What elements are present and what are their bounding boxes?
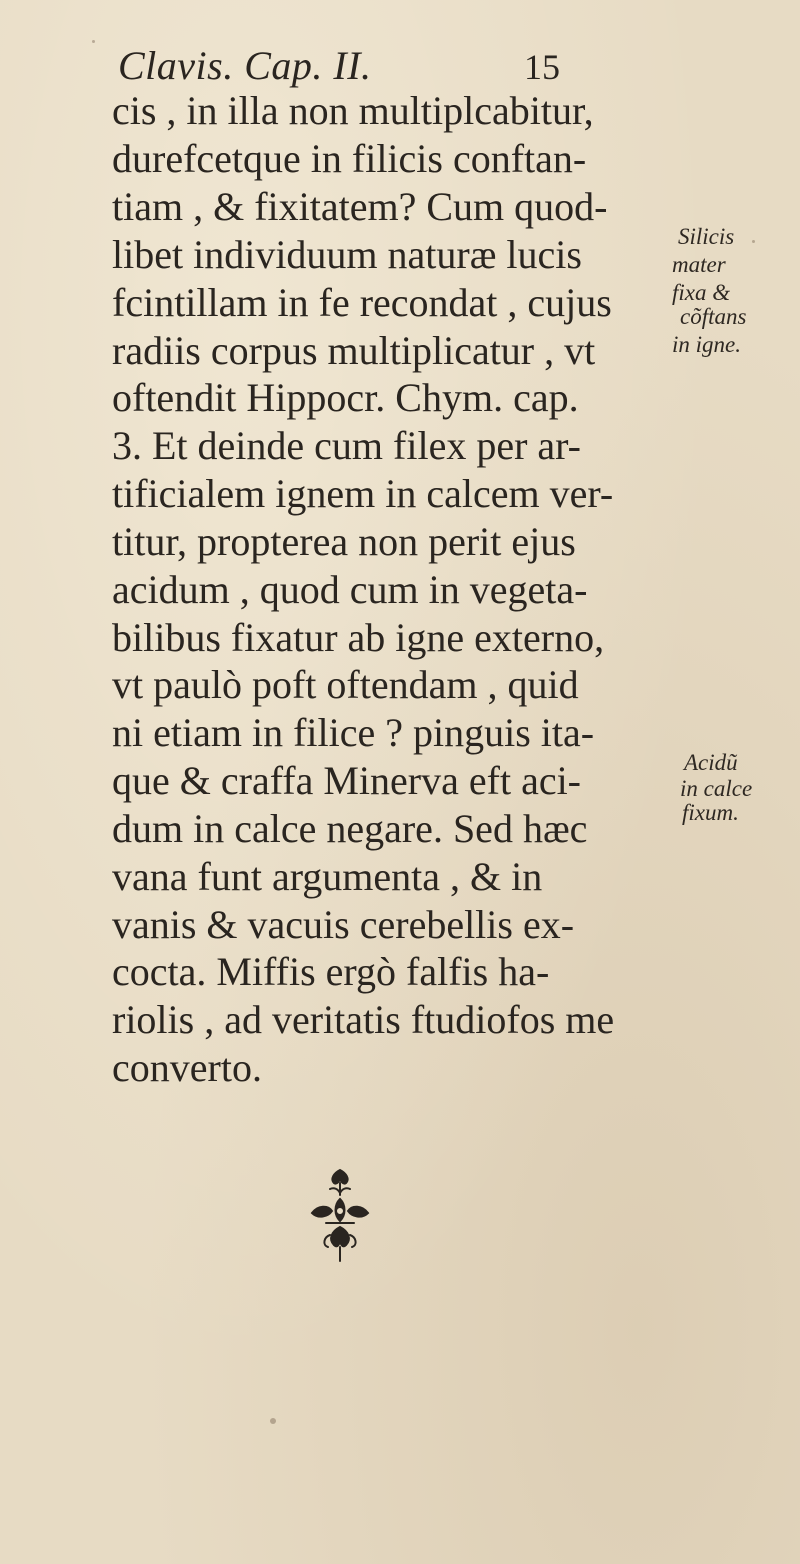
text-line: 3. Et deinde cum filex per ar-: [112, 423, 582, 468]
margin-note-line: in igne.: [672, 332, 741, 357]
margin-note-line: Silicis: [678, 224, 735, 249]
running-title: Clavis. Cap. II.: [118, 43, 372, 88]
text-line: vanis & vacuis cerebellis ex-: [112, 902, 575, 947]
paper-speck: [270, 1418, 276, 1424]
text-line: dum in calce negare. Sed hæc: [112, 806, 588, 851]
text-line: cocta. Miffis ergò falfis ha-: [112, 949, 550, 994]
text-line: bilibus fixatur ab igne externo,: [112, 615, 605, 660]
text-line: tificialem ignem in calcem ver-: [112, 471, 614, 516]
text-line: que & craffa Minerva eft aci-: [112, 758, 582, 803]
text-line: cis , in illa non multiplcabitur,: [112, 88, 594, 133]
text-line: libet individuum naturæ lucis: [112, 232, 582, 277]
text-line: converto.: [112, 1045, 262, 1090]
text-line: titur, propterea non perit ejus: [112, 519, 576, 564]
text-line: radiis corpus multiplicatur , vt: [112, 328, 596, 373]
text-line: vt paulò poft oftendam , quid: [112, 662, 579, 707]
text-line: vana funt argumenta , & in: [112, 854, 543, 899]
text-line: fcintillam in fe recondat , cujus: [112, 280, 612, 325]
margin-note-line: Acidũ: [684, 750, 738, 775]
page-number: 15: [524, 47, 560, 87]
text-line: acidum , quod cum in vegeta-: [112, 567, 588, 612]
text-line: oftendit Hippocr. Chym. cap.: [112, 375, 579, 420]
margin-note-line: in calce: [680, 776, 753, 801]
margin-note-line: mater: [672, 252, 726, 277]
text-line: riolis , ad veritatis ftudiofos me: [112, 997, 615, 1042]
paper-speck: [92, 40, 95, 43]
margin-note-line: cõftans: [680, 304, 747, 329]
text-line: durefcetque in filicis conftan-: [112, 136, 587, 181]
text-line: tiam , & fixitatem? Cum quod-: [112, 184, 608, 229]
fleuron-ornament-icon: [300, 1165, 380, 1265]
margin-note-line: fixa &: [672, 280, 731, 305]
text-line: ni etiam in filice ? pinguis ita-: [112, 710, 595, 755]
paper-speck: [752, 240, 755, 243]
margin-note-line: fixum.: [682, 800, 739, 825]
